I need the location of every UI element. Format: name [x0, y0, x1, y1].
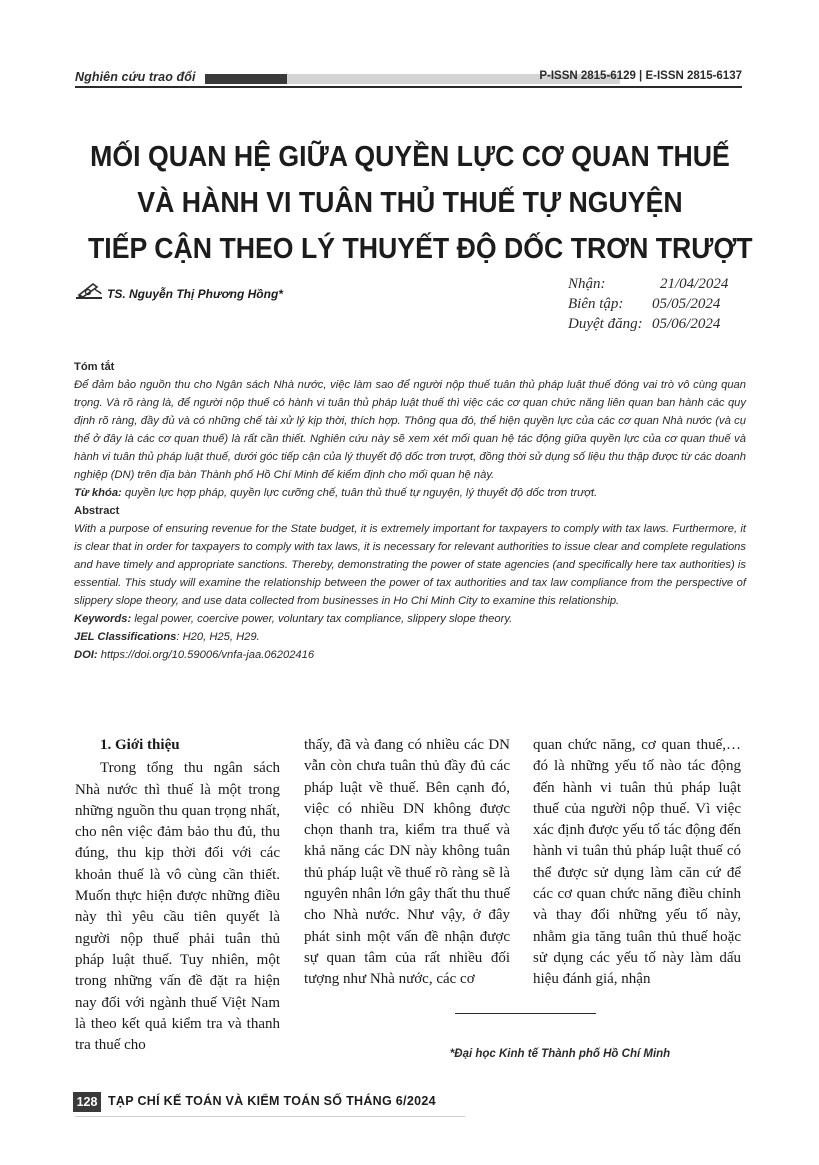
journal-name: TẠP CHÍ KẾ TOÁN VÀ KIỂM TOÁN SỐ THÁNG 6/2024	[108, 1094, 436, 1108]
keywords-vi-value: quyền lực hợp pháp, quyền lực cưỡng chế, tuân thủ thuế tự nguyện, lý thuyết độ dốc trơn trượt.	[124, 487, 598, 499]
date-received-value: 21/04/2024	[660, 276, 729, 292]
date-edited-value: 05/05/2024	[652, 296, 721, 312]
date-edited	[568, 294, 728, 314]
article-dates	[568, 274, 728, 334]
article-title	[88, 134, 753, 272]
jel-value: : H20, H25, H29.	[176, 631, 260, 643]
keywords-en-value: legal power, coercive power, voluntary tax compliance, slippery slope theory.	[134, 613, 513, 625]
jel-classifications	[74, 628, 746, 646]
date-received-label: Nhận:	[568, 276, 606, 292]
body-paragraph-3: quan chức năng, cơ quan thuế,… đó là những yếu tố nào tác động đến hành vi tuân thủ pháp luật thuế của người nộp thuế. Vì việc xác định được yếu tố tác động đến hành vi tuân thủ pháp luật thuế có thể được sử dụng làm căn cứ để các cơ quan chức năng điều chỉnh và thay đổi những yếu tố này, nhằm gia tăng tuân thủ thuế hoặc sử dụng các yếu tố này làm dấu hiệu đánh giá, nhận	[533, 737, 741, 988]
doi	[74, 646, 746, 664]
title-line-1: MỐI QUAN HỆ GIỮA QUYỀN LỰC CƠ QUAN THUẾ	[90, 141, 730, 173]
date-approved-label: Duyệt đăng:	[568, 316, 643, 332]
header-bar-dark	[205, 74, 287, 84]
date-approved	[568, 314, 728, 334]
section-tag: Nghiên cứu trao đổi	[75, 70, 196, 84]
title-line-2: VÀ HÀNH VI TUÂN THỦ THUẾ TỰ NGUYỆN	[137, 187, 683, 219]
date-edited-label: Biên tập:	[568, 296, 624, 312]
keywords-vi	[74, 484, 746, 502]
abstract-vi-heading: Tóm tắt	[74, 361, 115, 373]
header-rule	[75, 86, 742, 88]
abstract-block	[74, 358, 746, 664]
doi-label: DOI:	[74, 649, 98, 661]
body-column-2	[304, 735, 510, 991]
keywords-en-label: Keywords:	[74, 613, 132, 625]
author-name: TS. Nguyễn Thị Phương Hồng*	[107, 287, 283, 301]
date-received	[568, 274, 728, 294]
body-paragraph-2: thấy, đã và đang có nhiều các DN vẫn còn chưa tuân thủ đầy đủ các pháp luật về thuế. Bên cạnh đó, việc có nhiều DN không được chọn thanh tra, kiểm tra thuế và khả năng các DN này không tuân thủ pháp luật về thuế rõ ràng sẽ là nguyên nhân lớn gây thất thu thuế cho Nhà nước. Như vậy, ở đây phát sinh một vấn đề nhận được sự quan tâm của rất nhiều đối tượng như Nhà nước, các cơ	[304, 737, 510, 988]
keywords-vi-label: Từ khóa:	[74, 487, 122, 499]
body-column-3	[533, 735, 741, 991]
body-column-1	[75, 735, 280, 1056]
keywords-en	[74, 610, 746, 628]
abstract-vi-text: Để đảm bảo nguồn thu cho Ngân sách Nhà nước, việc làm sao để người nộp thuế tuân thủ pháp luật thuế đóng vai trò vô cùng quan trọng. Và rõ ràng là, để người nộp thuế có hành vi tuân thủ pháp luật thuế thì việc các cơ quan chức năng liên quan ban hành các quy định rõ ràng, đầy đủ và có những chế tài xử lý kịp thời, thích hợp. Thông qua đó, thể hiện quyền lực của các cơ quan Nhà nước (và cụ thể ở đây là các cơ quan thuế) là rất cần thiết. Nghiên cứu này sẽ xem xét mối quan hệ tác động giữa quyền lực của cơ quan thuế và hành vi tuân thủ pháp luật thuế, dưới góc tiếp cận của lý thuyết độ dốc trơn trượt, đồng thời sử dụng số liệu thu thập được từ các doanh nghiệp (DN) trên địa bàn Thành phố Hồ Chí Minh để kiểm định cho mối quan hệ này.	[74, 379, 746, 481]
page-number: 128	[73, 1092, 101, 1112]
footer-rule	[75, 1116, 465, 1117]
footnote-rule	[455, 1013, 596, 1014]
doi-link[interactable]: https://doi.org/10.59006/vnfa-jaa.06202416	[100, 649, 315, 661]
footnote: *Đại học Kinh tế Thành phố Hồ Chí Minh	[449, 1048, 671, 1060]
date-approved-value: 05/06/2024	[652, 316, 721, 332]
section-heading: 1. Giới thiệu	[100, 737, 180, 753]
abstract-en-text: With a purpose of ensuring revenue for the State budget, it is extremely important for taxpayers to comply with tax laws. Furthermore, it is clear that in order for taxpayers to comply with tax laws, it is necessary for relevant authorities to issue clear and complete regulations and have timely and appropriate sanctions. Thereby, demonstrating the power of state agencies (and specifically here tax authorities) is essential. This study will examine the relationship between the power of tax authorities and tax law compliance from the perspective of slippery slope theory, and use data collected from businesses in Ho Chi Minh City to examine this relationship.	[74, 523, 746, 607]
title-line-3: TIẾP CẬN THEO LÝ THUYẾT ĐỘ DỐC TRƠN TRƯỢT	[88, 233, 753, 265]
issn-label: P-ISSN 2815-6129 | E-ISSN 2815-6137	[539, 70, 742, 82]
abstract-en-heading: Abstract	[74, 505, 120, 517]
jel-label: JEL Classifications	[74, 631, 177, 643]
body-paragraph-1: Trong tổng thu ngân sách Nhà nước thì thuế là một trong những nguồn thu quan trọng nhất, cho nên việc đảm bảo thu đủ, thu đúng, thu kịp thời đối với các khoản thuế là vô cùng cần thiết. Muốn thực hiện được những điều này thì yêu cầu tiên quyết là người nộp thuế phải tuân thủ pháp luật thuế. Tuy nhiên, một trong những vấn đề đặt ra hiện nay đối với ngành thuế Việt Nam là theo kết quả kiểm tra và thanh tra thuế cho	[75, 760, 280, 1054]
pen-writing-icon	[76, 282, 102, 300]
